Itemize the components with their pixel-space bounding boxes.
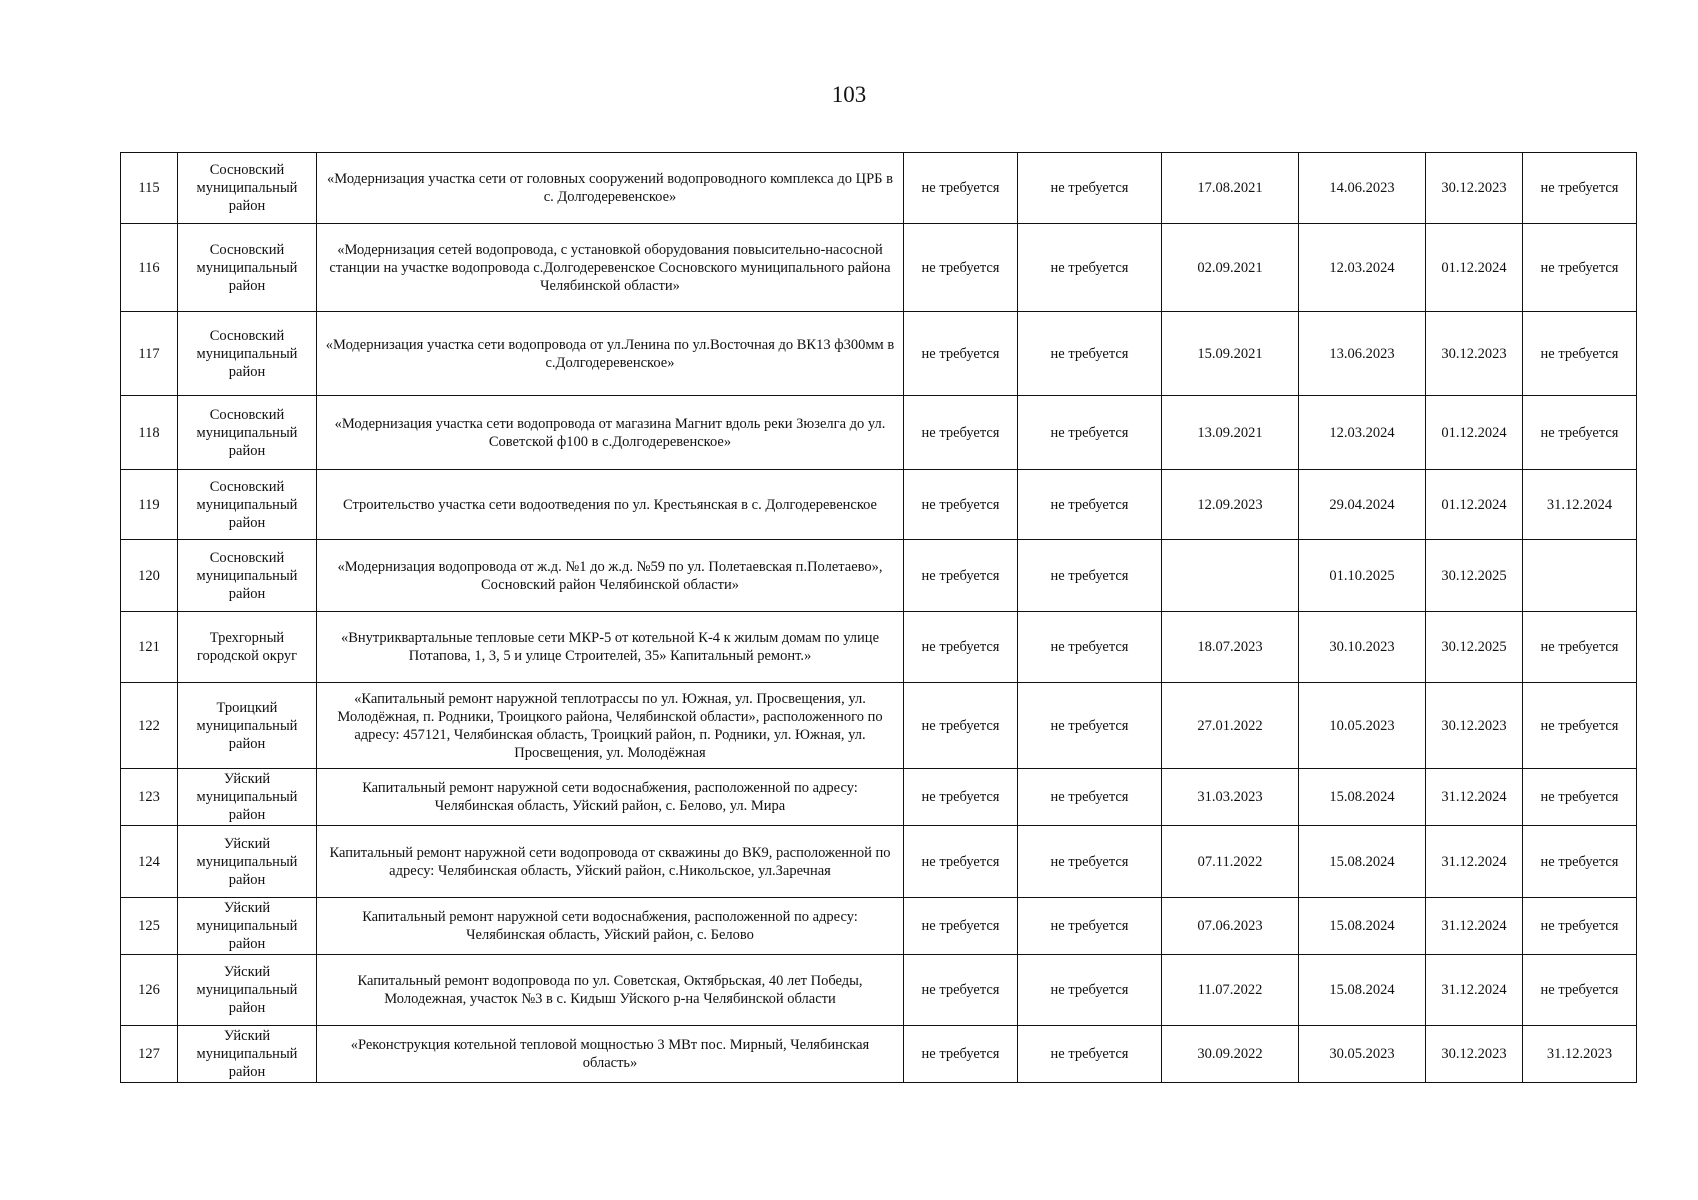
district-cell: Сосновский муниципальный район [178, 470, 317, 540]
description-cell: Капитальный ремонт наружной сети водоснабжения, расположенной по адресу: Челябинская область, Уйский район, с. Белово, ул. Мира [317, 769, 904, 826]
description-cell: Капитальный ремонт наружной сети водоснабжения, расположенной по адресу: Челябинская область, Уйский район, с. Белово [317, 898, 904, 955]
table-row [121, 683, 1637, 769]
status-cell: не требуется [1523, 826, 1637, 898]
table-row [121, 955, 1637, 1026]
status-cell: не требуется [904, 769, 1018, 826]
status-cell: не требуется [1018, 153, 1162, 224]
district-cell: Уйский муниципальный район [178, 826, 317, 898]
district-cell: Сосновский муниципальный район [178, 153, 317, 224]
date-cell [1162, 540, 1299, 612]
date-cell: 11.07.2022 [1162, 955, 1299, 1026]
status-cell: не требуется [904, 312, 1018, 396]
date-cell: 30.10.2023 [1299, 612, 1426, 683]
date-cell: 31.12.2024 [1426, 898, 1523, 955]
table-row [121, 153, 1637, 224]
district-cell: Уйский муниципальный район [178, 769, 317, 826]
table-row [121, 224, 1637, 312]
status-cell: не требуется [1018, 898, 1162, 955]
date-cell: 15.09.2021 [1162, 312, 1299, 396]
status-cell: не требуется [1018, 612, 1162, 683]
row-number-cell: 116 [121, 224, 178, 312]
status-cell: не требуется [1523, 955, 1637, 1026]
date-cell: 30.12.2023 [1426, 1026, 1523, 1083]
table-row [121, 1026, 1637, 1083]
status-cell: не требуется [1018, 826, 1162, 898]
status-cell: не требуется [1018, 955, 1162, 1026]
row-number-cell: 127 [121, 1026, 178, 1083]
date-cell: 01.12.2024 [1426, 224, 1523, 312]
status-cell: не требуется [1523, 769, 1637, 826]
status-cell: не требуется [904, 683, 1018, 769]
status-cell: не требуется [1018, 396, 1162, 470]
date-cell: 13.09.2021 [1162, 396, 1299, 470]
district-cell: Сосновский муниципальный район [178, 396, 317, 470]
date-cell: 01.12.2024 [1426, 470, 1523, 540]
status-cell: не требуется [904, 612, 1018, 683]
table-row [121, 612, 1637, 683]
status-cell: не требуется [1523, 224, 1637, 312]
status-cell: не требуется [904, 470, 1018, 540]
date-cell: 15.08.2024 [1299, 955, 1426, 1026]
date-cell: 12.03.2024 [1299, 224, 1426, 312]
description-cell: Капитальный ремонт наружной сети водопровода от скважины до ВК9, расположенной по адресу: Челябинская область, Уйский район, с.Никольское, ул.Заречная [317, 826, 904, 898]
page-number: 103 [831, 82, 867, 107]
date-cell: 07.06.2023 [1162, 898, 1299, 955]
status-cell: не требуется [1018, 769, 1162, 826]
status-cell: не требуется [1018, 1026, 1162, 1083]
date-cell: 12.09.2023 [1162, 470, 1299, 540]
date-cell: 30.12.2023 [1426, 312, 1523, 396]
status-cell: не требуется [904, 826, 1018, 898]
row-number-cell: 118 [121, 396, 178, 470]
date-cell: 12.03.2024 [1299, 396, 1426, 470]
registry-table [120, 152, 1637, 1083]
date-cell: 15.08.2024 [1299, 769, 1426, 826]
table-row [121, 769, 1637, 826]
table-row [121, 396, 1637, 470]
date-cell: 17.08.2021 [1162, 153, 1299, 224]
status-cell: не требуется [1018, 224, 1162, 312]
status-cell: не требуется [904, 396, 1018, 470]
status-cell: не требуется [904, 224, 1018, 312]
status-cell: не требуется [1523, 898, 1637, 955]
district-cell: Трехгорный городской округ [178, 612, 317, 683]
date-cell: 29.04.2024 [1299, 470, 1426, 540]
date-cell: 15.08.2024 [1299, 898, 1426, 955]
district-cell: Сосновский муниципальный район [178, 540, 317, 612]
date-cell: 30.09.2022 [1162, 1026, 1299, 1083]
district-cell: Сосновский муниципальный район [178, 312, 317, 396]
status-cell: не требуется [904, 540, 1018, 612]
row-number-cell: 124 [121, 826, 178, 898]
row-number-cell: 117 [121, 312, 178, 396]
row-number-cell: 123 [121, 769, 178, 826]
status-cell [1523, 540, 1637, 612]
district-cell: Сосновский муниципальный район [178, 224, 317, 312]
row-number-cell: 125 [121, 898, 178, 955]
row-number-cell: 119 [121, 470, 178, 540]
table-row [121, 312, 1637, 396]
status-cell: не требуется [1523, 683, 1637, 769]
description-cell: «Внутриквартальные тепловые сети МКР-5 от котельной К-4 к жилым домам по улице Потапова, 1, 3, 5 и улице Строителей, 35» Капитальный ремонт.» [317, 612, 904, 683]
date-cell: 15.08.2024 [1299, 826, 1426, 898]
status-cell: не требуется [1018, 312, 1162, 396]
status-cell: не требуется [1018, 683, 1162, 769]
date-cell: 01.12.2024 [1426, 396, 1523, 470]
status-cell: не требуется [904, 1026, 1018, 1083]
row-number-cell: 120 [121, 540, 178, 612]
date-cell: 30.12.2025 [1426, 612, 1523, 683]
description-cell: «Модернизация участка сети водопровода от ул.Ленина по ул.Восточная до ВК13 ф300мм в с.Долгодеревенское» [317, 312, 904, 396]
date-cell: 02.09.2021 [1162, 224, 1299, 312]
date-cell: 31.12.2024 [1426, 769, 1523, 826]
status-cell: 31.12.2023 [1523, 1026, 1637, 1083]
description-cell: Капитальный ремонт водопровода по ул. Советская, Октябрьская, 40 лет Победы, Молодежная, участок №3 в с. Кидыш Уйского р-на Челябинской области [317, 955, 904, 1026]
status-cell: не требуется [1018, 540, 1162, 612]
row-number-cell: 122 [121, 683, 178, 769]
status-cell: не требуется [1018, 470, 1162, 540]
table-row [121, 470, 1637, 540]
date-cell: 30.12.2023 [1426, 153, 1523, 224]
date-cell: 10.05.2023 [1299, 683, 1426, 769]
status-cell: не требуется [904, 955, 1018, 1026]
date-cell: 30.12.2025 [1426, 540, 1523, 612]
district-cell: Уйский муниципальный район [178, 955, 317, 1026]
status-cell: не требуется [904, 153, 1018, 224]
district-cell: Уйский муниципальный район [178, 898, 317, 955]
date-cell: 01.10.2025 [1299, 540, 1426, 612]
description-cell: «Модернизация участка сети водопровода от магазина Магнит вдоль реки Зюзелга до ул. Советской ф100 в с.Долгодеревенское» [317, 396, 904, 470]
date-cell: 30.05.2023 [1299, 1026, 1426, 1083]
date-cell: 27.01.2022 [1162, 683, 1299, 769]
table-row [121, 898, 1637, 955]
row-number-cell: 115 [121, 153, 178, 224]
date-cell: 31.12.2024 [1426, 955, 1523, 1026]
description-cell: «Модернизация водопровода от ж.д. №1 до ж.д. №59 по ул. Полетаевская п.Полетаево», Сосновский район Челябинской области» [317, 540, 904, 612]
status-cell: не требуется [904, 898, 1018, 955]
date-cell: 07.11.2022 [1162, 826, 1299, 898]
row-number-cell: 121 [121, 612, 178, 683]
date-cell: 18.07.2023 [1162, 612, 1299, 683]
date-cell: 31.03.2023 [1162, 769, 1299, 826]
status-cell: не требуется [1523, 396, 1637, 470]
description-cell: Строительство участка сети водоотведения по ул. Крестьянская в с. Долгодеревенское [317, 470, 904, 540]
district-cell: Троицкий муниципальный район [178, 683, 317, 769]
date-cell: 13.06.2023 [1299, 312, 1426, 396]
table-row [121, 826, 1637, 898]
date-cell: 30.12.2023 [1426, 683, 1523, 769]
description-cell: «Модернизация участка сети от головных сооружений водопроводного комплекса до ЦРБ в с. Долгодеревенское» [317, 153, 904, 224]
description-cell: «Капитальный ремонт наружной теплотрассы по ул. Южная, ул. Просвещения, ул. Молодёжная, п. Родники, Троицкого района, Челябинской области», расположенного по адресу: 457121, Челябинская область, Троицкий район, п. Родники, ул. Южная, ул. Просвещения, ул. Молодёжная [317, 683, 904, 769]
date-cell: 14.06.2023 [1299, 153, 1426, 224]
date-cell: 31.12.2024 [1426, 826, 1523, 898]
status-cell: не требуется [1523, 312, 1637, 396]
table-row [121, 540, 1637, 612]
description-cell: «Реконструкция котельной тепловой мощностью 3 МВт пос. Мирный, Челябинская область» [317, 1026, 904, 1083]
district-cell: Уйский муниципальный район [178, 1026, 317, 1083]
status-cell: не требуется [1523, 612, 1637, 683]
status-cell: не требуется [1523, 153, 1637, 224]
row-number-cell: 126 [121, 955, 178, 1026]
description-cell: «Модернизация сетей водопровода, с установкой оборудования повысительно-насосной станции на участке водопровода с.Долгодеревенское Сосновского муниципального района Челябинской области» [317, 224, 904, 312]
status-cell: 31.12.2024 [1523, 470, 1637, 540]
